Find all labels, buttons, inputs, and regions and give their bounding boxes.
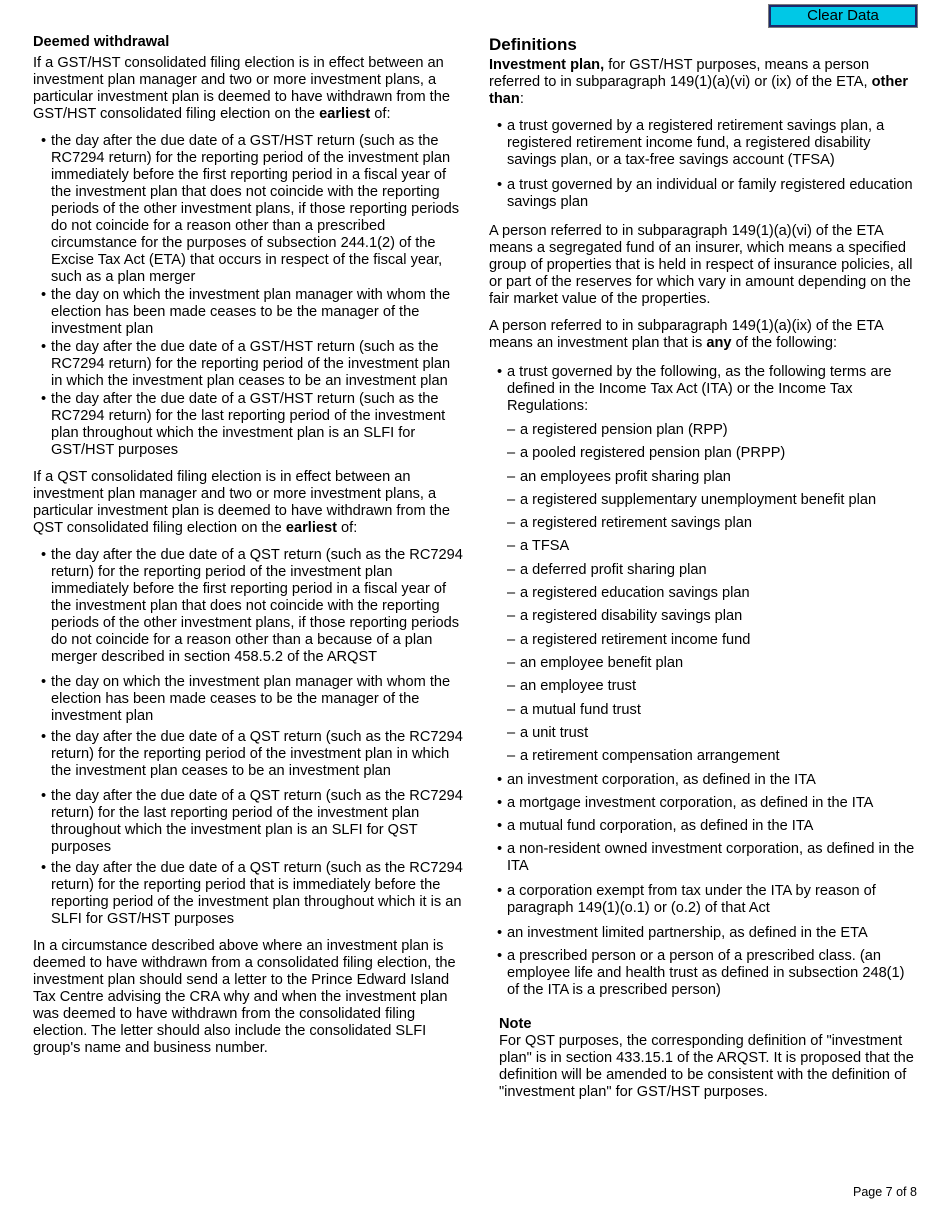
list-item: • the day after the due date of a QST return (such as the RC7294 return) for the reporting period that is immediately before the reporting period of the investment plan throughout which it is an SLFI for GST/HST purposes xyxy=(33,860,465,928)
clear-data-button[interactable]: Clear Data xyxy=(769,5,917,27)
qst-withdrawal-list xyxy=(33,547,465,928)
trust-type-item: – a registered supplementary unemployment benefit plan xyxy=(489,492,917,509)
page-number: Page 7 of 8 xyxy=(853,1185,917,1199)
trust-type-item: – an employee trust xyxy=(489,678,917,695)
trust-type-item: – a pooled registered pension plan (PRPP) xyxy=(489,445,917,462)
list-item: • a mortgage investment corporation, as defined in the ITA xyxy=(489,795,917,812)
note-title: Note xyxy=(499,1016,532,1033)
list-item: • the day on which the investment plan manager with whom the election has been made ceases to be the manager of the investment plan xyxy=(33,674,465,725)
definitions-heading: Definitions xyxy=(489,35,577,54)
list-item: • a trust governed by a registered retirement savings plan, a registered retirement income fund, a registered disability savings plan, or a tax-free savings account (TFSA) xyxy=(489,118,917,169)
list-item: • the day on which the investment plan manager with whom the election has been made ceases to be the manager of the investment plan xyxy=(33,287,465,338)
list-item: • an investment corporation, as defined in the ITA xyxy=(489,772,917,789)
trust-type-item: – a registered education savings plan xyxy=(489,585,917,602)
deemed-withdrawal-heading: Deemed withdrawal xyxy=(33,34,170,50)
investment-plan-any-paragraph: A person referred to in subparagraph 149(1)(a)(ix) of the ETA means an investment plan that is any of the following: xyxy=(489,318,883,351)
gst-withdrawal-list xyxy=(33,133,465,459)
list-item: • the day after the due date of a QST return (such as the RC7294 return) for the reporting period of the investment plan in which the investment plan ceases to be an investment plan xyxy=(33,729,465,780)
trust-type-item: – a registered pension plan (RPP) xyxy=(489,422,917,439)
trust-type-item: – an employee benefit plan xyxy=(489,655,917,672)
list-item: • a prescribed person or a person of a prescribed class. (an employee life and health trust as defined in subsection 248(1) of the ITA is a prescribed person) xyxy=(489,948,917,999)
trust-type-item: – a deferred profit sharing plan xyxy=(489,562,917,579)
trust-type-item: – a registered retirement savings plan xyxy=(489,515,917,532)
list-item: • the day after the due date of a GST/HST return (such as the RC7294 return) for the reporting period of the investment plan in which the investment plan ceases to be an investment plan xyxy=(33,339,465,390)
list-item: • a corporation exempt from tax under the ITA by reason of paragraph 149(1)(o.1) or (o.2) of that Act xyxy=(489,883,917,917)
gst-intro-paragraph: If a GST/HST consolidated filing election is in effect between an investment plan manager and two or more investment plans, a particular investment plan is deemed to have withdrawn from the GST/HST consolidated filing election on the earliest of: xyxy=(33,55,450,122)
trust-type-item: – a registered retirement income fund xyxy=(489,632,917,649)
list-item: • the day after the due date of a QST return (such as the RC7294 return) for the last reporting period of the investment plan throughout which the investment plan is an SLFI for QST purposes xyxy=(33,788,465,856)
list-item: • the day after the due date of a GST/HST return (such as the RC7294 return) for the last reporting period of the investment plan throughout which the investment plan is an SLFI for GST/HST purposes xyxy=(33,391,465,459)
investment-plan-types-list xyxy=(489,364,917,999)
other-than-list xyxy=(489,118,917,211)
list-item: • a trust governed by the following, as the following terms are defined in the Income Tax Act (ITA) or the Income Tax Regulations: – a registered pension plan (RPP) – a pooled registered pension plan (PRPP) – an employees profit sharing plan – a registered supplementary unemployment benefit plan – a registered retirement savings plan – a TFSA – a deferred profit sharing plan – a registered education savings plan – a registered disability savings plan – a registered retirement income fund – an employee benefit plan – an employee trust – a mutual fund trust – a unit trust – a retirement compensation arrangement xyxy=(489,364,917,765)
trust-type-item: – a mutual fund trust xyxy=(489,702,917,719)
segregated-fund-paragraph: A person referred to in subparagraph 149(1)(a)(vi) of the ETA means a segregated fund of an insurer, which means a specified group of properties that is held in respect of insurance policies, all or part of the reserves for which vary in amount depending on the fair market value of the properties. xyxy=(489,223,913,307)
list-item: • an investment limited partnership, as defined in the ETA xyxy=(489,925,917,942)
trust-types-list xyxy=(489,422,917,765)
list-item: • a non-resident owned investment corporation, as defined in the ITA xyxy=(489,841,917,875)
left-column xyxy=(33,34,465,1057)
trust-type-item: – a unit trust xyxy=(489,725,917,742)
right-column xyxy=(489,34,917,1101)
list-item: • the day after the due date of a QST return (such as the RC7294 return) for the reporting period of the investment plan immediately before the first reporting period in a fiscal year of the investment plan that does not coincide with the reporting periods of the other investment plans, if those reporting periods do not coincide for a reason other than a because of a plan merger described in section 458.5.2 of the ARQST xyxy=(33,547,465,666)
trust-type-item: – a TFSA xyxy=(489,538,917,555)
qst-intro-paragraph: If a QST consolidated filing election is in effect between an investment plan manager and two or more investment plans, a particular investment plan is deemed to have withdrawn from the QST consolidated filing election on the earliest of: xyxy=(33,469,450,536)
trust-type-item: – a retirement compensation arrangement xyxy=(489,748,917,765)
closing-paragraph: In a circumstance described above where an investment plan is deemed to have withdrawn from a consolidated filing election, the investment plan should send a letter to the Prince Edward Island Tax Centre advising the CRA why and when the investment plan was deemed to have withdrawn from the consolidated filing election. The letter should also include the consolidated SLFI group's name and business number. xyxy=(33,938,456,1056)
trust-type-item: – an employees profit sharing plan xyxy=(489,469,917,486)
trust-type-item: – a registered disability savings plan xyxy=(489,608,917,625)
note-block xyxy=(499,1016,917,1101)
list-item: • the day after the due date of a GST/HST return (such as the RC7294 return) for the reporting period of the investment plan immediately before the first reporting period in a fiscal year of the investment plan that does not coincide with the reporting periods of the other investment plans, if those reporting periods do not coincide for a reason other than a prescribed circumstance for the purposes of subsection 244.1(2) of the Excise Tax Act (ETA) that occurs in respect of the fiscal year, such as a plan merger xyxy=(33,133,465,286)
investment-plan-definition: Investment plan, for GST/HST purposes, means a person referred to in subparagraph 149(1)(a)(vi) or (ix) of the ETA, other than: xyxy=(489,57,909,107)
list-item: • a mutual fund corporation, as defined in the ITA xyxy=(489,818,917,835)
list-item: • a trust governed by an individual or family registered education savings plan xyxy=(489,177,917,211)
note-text: For QST purposes, the corresponding definition of "investment plan" is in section 433.15.1 of the ARQST. It is proposed that the definition will be amended to be consistent with the definition of "investment plan" for GST/HST purposes. xyxy=(499,1033,914,1101)
